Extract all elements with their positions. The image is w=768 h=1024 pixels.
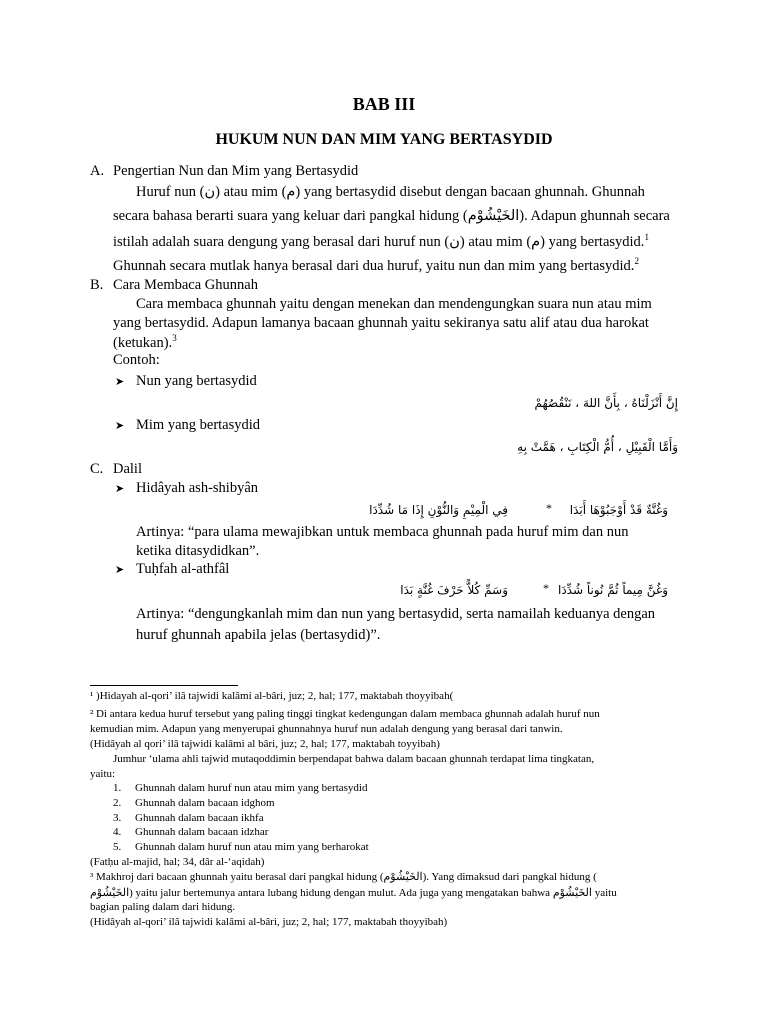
arrow-bullet-icon: ➤ <box>115 564 125 576</box>
footnote-2-line-1: ² Di antara kedua huruf tersebut yang paling tinggi tingkat kedengungan dalam membaca ghunnah adalah huruf nun <box>90 708 600 720</box>
list-item: Ghunnah dalam bacaan idghom <box>135 797 275 809</box>
section-a-line-1: Huruf nun (ن) atau mim (م) yang bertasydid disebut dengan bacaan ghunnah. Ghunnah <box>136 184 645 200</box>
artinya-2-line-2: huruf ghunnah apabila jelas (bertasydid)”. <box>136 627 381 643</box>
bullet-hidayah: Hidâyah ash-shibyân <box>136 480 259 496</box>
footnote-2-line-3: (Hidâyah al qori’ ilâ tajwidi kalâmi al bâri, juz; 2, hal; 177, maktabah toyyibah) <box>90 738 440 750</box>
section-a-label: A. <box>90 163 105 179</box>
footnote-3-line-1: ³ Makhroj dari bacaan ghunnah yaitu berasal dari pangkal hidung (الخَيْشُوْم). Yang dimaksud dari pangkal hidung ( <box>90 871 597 883</box>
arabic-verse-1-right: وَغُنَّةٌ قَدْ أَوْجَبُوْهَا أَبَدَا <box>569 503 668 517</box>
list-item-num: 3. <box>113 812 122 824</box>
arabic-example-nun: إِنَّ أَنْزَلْنَاهُ ، بِأَنَّ اللهَ ، نَنْقُصُهُمْ <box>534 396 678 410</box>
list-item: Ghunnah dalam bacaan ikhfa <box>135 812 264 824</box>
footnote-2-line-5: yaitu: <box>90 768 116 780</box>
list-item: Ghunnah dalam huruf nun atau mim yang berharokat <box>135 841 369 853</box>
section-a-line-2: secara bahasa berarti suara yang keluar dari pangkal hidung (الخَيْشُوْم). Adapun ghunnah secara <box>113 208 670 224</box>
artinya-1-line-2: ketika ditasydidkan”. <box>136 543 260 559</box>
section-b-label: B. <box>90 277 104 293</box>
section-a-line-4: Ghunnah secara mutlak hanya berasal dari dua huruf, yaitu nun dan mim yang bertasydid.$^2$ <box>113 256 639 274</box>
footnote-2-line-4: Jumhur ‘ulama ahli tajwid mutaqoddimin berpendapat bahwa dalam bacaan ghunnah terdapat lima tingkatan, <box>113 753 595 765</box>
verse-separator: * <box>546 501 552 515</box>
chapter-subtitle: HUKUM NUN DAN MIM YANG BERTASYDID <box>215 131 553 148</box>
footnote-1: ¹ )Hidayah al-qori’ ilâ tajwidi kalâmi al-bâri, juz; 2, hal; 177, maktabah thoyyibah( <box>90 690 454 702</box>
footnote-separator <box>90 685 238 686</box>
footnote-2-line-2: kemudian mim. Adapun yang menyerupai ghunnahnya huruf nun adalah dengung yang berasal dari tanwin. <box>90 723 563 735</box>
list-item-num: 5. <box>113 841 122 853</box>
artinya-2-line-1: Artinya: “dengungkanlah mim dan nun yang bertasydid, serta namailah keduanya dengan <box>136 606 656 622</box>
verse-separator: * <box>543 581 549 595</box>
arrow-bullet-icon: ➤ <box>115 420 125 432</box>
list-item-num: 2. <box>113 797 122 809</box>
arrow-bullet-icon: ➤ <box>115 483 125 495</box>
arabic-verse-2-right: وَغُنَّ مِيماً ثُمَّ نُوناً شُدِّدَا <box>558 583 668 597</box>
list-item-num: 4. <box>113 826 122 838</box>
footnote-3-line-4: (Hidâyah al-qori’ ilâ tajwidi kalâmi al-bâri, juz; 2, hal; 177, maktabah thoyyibah) <box>90 916 448 928</box>
section-b-heading: Cara Membaca Ghunnah <box>113 277 258 293</box>
arrow-bullet-icon: ➤ <box>115 376 125 388</box>
contoh-label: Contoh: <box>113 352 160 368</box>
section-c-label: C. <box>90 461 104 477</box>
section-b-line-2: yang bertasydid. Adapun lamanya bacaan ghunnah yaitu sekiranya satu alif atau dua harokat <box>113 315 649 331</box>
section-b-line-3: (ketukan).$^3$ <box>113 333 177 351</box>
chapter-title: BAB III <box>352 94 416 114</box>
arabic-example-mim: وَأَمَّا الْقَبِيْلِ ، أُمُّ الْكِتَابِ ، هَمَّتْ بِهِ <box>517 440 678 454</box>
artinya-1-line-1: Artinya: “para ulama mewajibkan untuk membaca ghunnah pada huruf mim dan nun <box>136 524 629 540</box>
arabic-verse-2-left: وَسَمِّ كُلاًّ حَرْفَ غُنَّةٍ بَدَا <box>400 583 508 597</box>
footnote-3-line-2: الخَيْشُوْم) yaitu jalur bertemunya antara lubang hidung dengan mulut. Ada juga yang mengatakan bahwa الخَيْشُوْم yaitu <box>90 887 617 899</box>
footnote-2-source: (Fatḥu al-majid, hal; 34, dâr al-‘aqidah) <box>90 856 265 868</box>
bullet-tuhfah: Tuḥfah al-athfâl <box>136 561 230 577</box>
section-b-line-1: Cara membaca ghunnah yaitu dengan menekan dan mendengungkan suara nun atau mim <box>136 296 652 312</box>
footnote-ref-3: 3 <box>172 333 177 343</box>
list-item: Ghunnah dalam bacaan idzhar <box>135 826 269 838</box>
footnote-ref-2: 2 <box>634 256 639 266</box>
section-a-line-3: istilah adalah suara dengung yang berasal dari huruf nun (ن) atau mim (م) yang bertasydid.$^1$ <box>113 232 649 250</box>
footnote-3-line-3: bagian paling dalam dari hidung. <box>90 901 236 913</box>
list-item-num: 1. <box>113 782 122 794</box>
footnote-ref-1: 1 <box>644 232 649 242</box>
list-item: Ghunnah dalam huruf nun atau mim yang bertasydid <box>135 782 368 794</box>
section-c-heading: Dalil <box>113 461 142 477</box>
section-a-heading: Pengertian Nun dan Mim yang Bertasydid <box>113 163 359 179</box>
bullet-nun: Nun yang bertasydid <box>136 373 257 389</box>
bullet-mim: Mim yang bertasydid <box>136 417 261 433</box>
arabic-verse-1-left: فِي الْمِيْمِ وَالنُّوْنِ إِذَا مَا شُدِّدَا <box>369 503 508 517</box>
